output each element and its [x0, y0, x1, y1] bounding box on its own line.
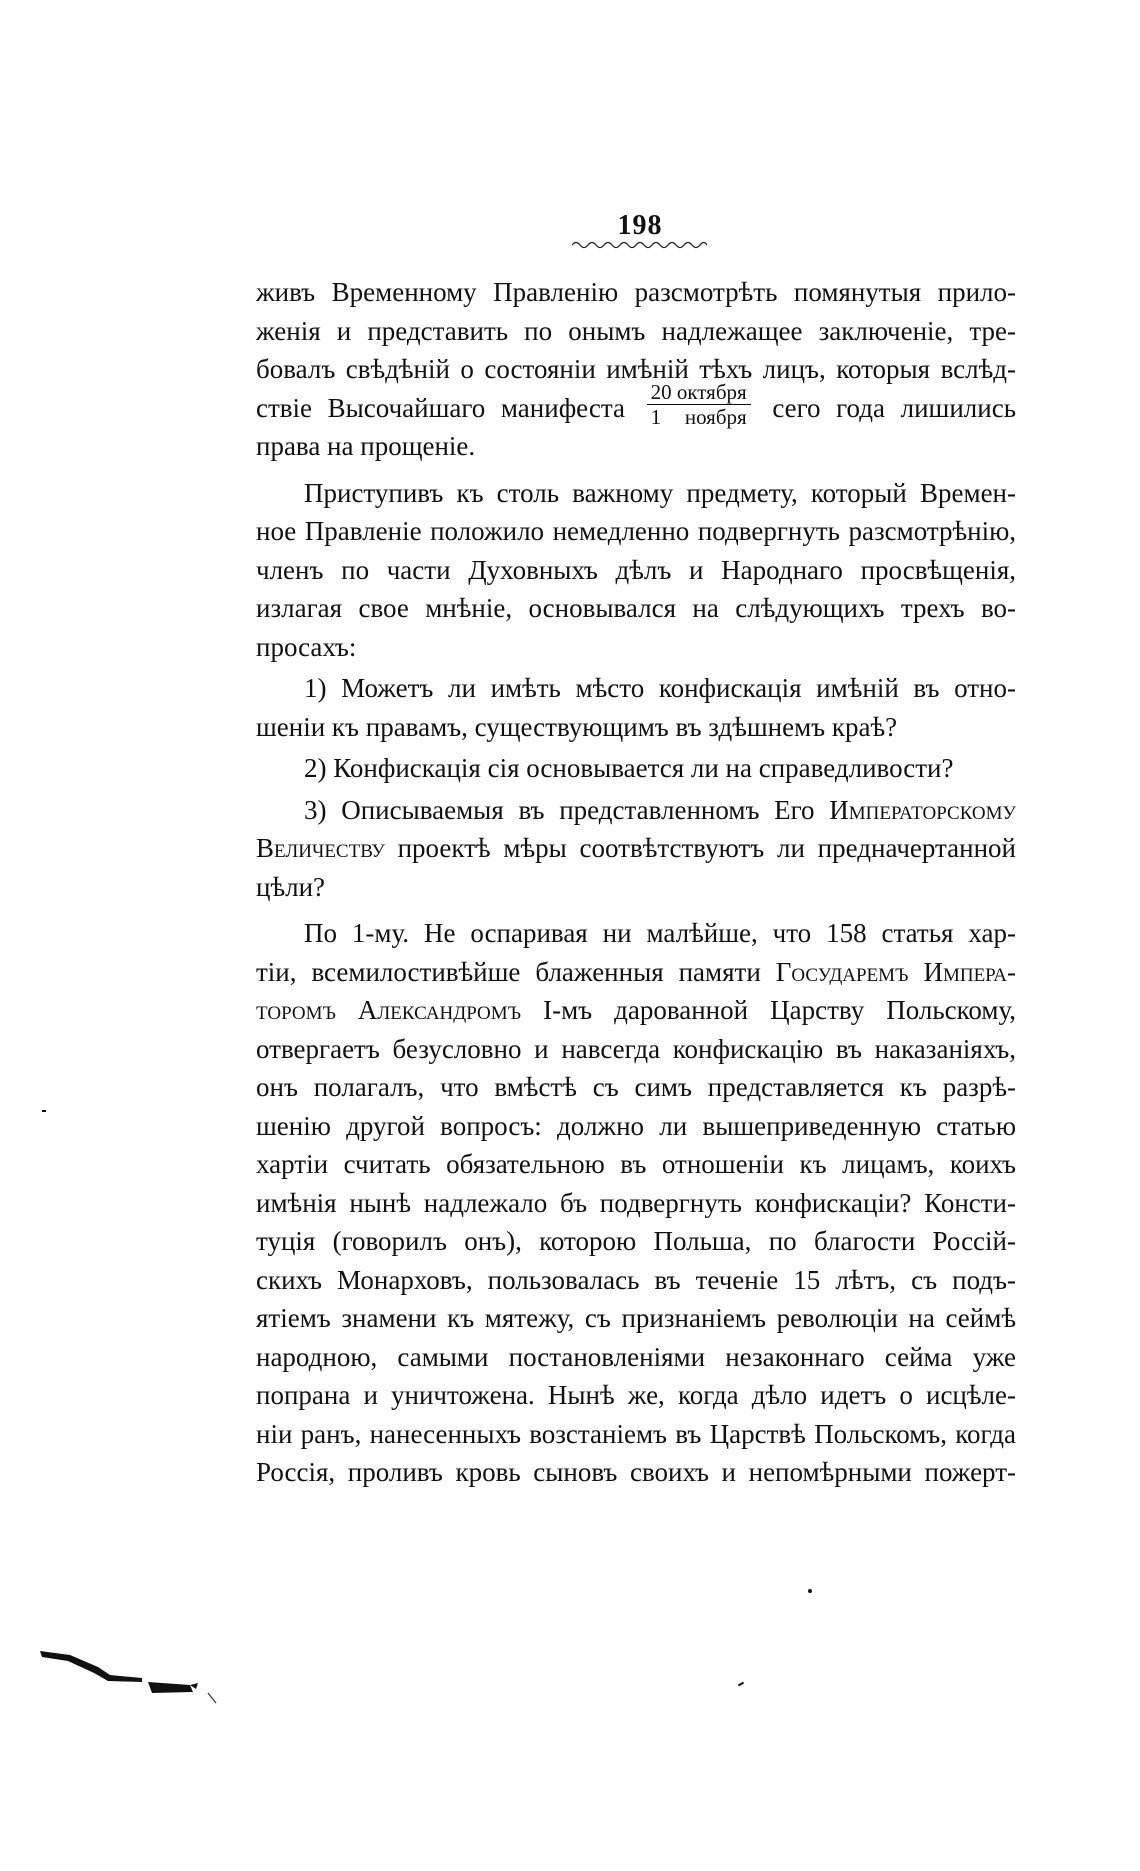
text-line: имѣнія нынѣ надлежало бъ подвергнуть конфискаціи? Консти- [256, 1187, 1016, 1218]
body-text [256, 273, 1016, 1492]
fraction-denominator: 1 ноября [650, 404, 747, 429]
text-line: излагая свое мнѣніе, основывался на слѣдующихъ трехъ во- [256, 593, 1016, 623]
text-line: просахъ: [256, 631, 357, 662]
text-line-with-fraction [256, 379, 1017, 429]
question-1-line: 1) Можетъ ли имѣть мѣсто конфискація имѣній въ отно- [304, 673, 1016, 703]
text-fragment: проектѣ мѣры соотвѣтствуютъ ли предначертанной [397, 833, 1017, 863]
text-line: ное Правленіе положило немедленно подвергнуть разсмотрѣнію, [256, 516, 1016, 546]
text-line: хартіи считать обязательною въ отношеніи къ лицамъ, коихъ [256, 1149, 1016, 1179]
text-line: ятіемъ знамени къ мятежу, съ признаніемъ революціи на сеймѣ [256, 1303, 1016, 1333]
text-line: отвергаетъ безусловно и навсегда конфискацію въ наказаніяхъ, [256, 1033, 1016, 1064]
text-fragment: 3) Описываемыя въ представленномъ Его [304, 794, 815, 825]
question-1-line: шеніи къ правамъ, существующимъ въ здѣшнемъ краѣ? [256, 711, 898, 742]
text-fragment: сего года лишились [772, 392, 1017, 423]
text-line: По 1-му. Не оспаривая ни малѣйше, что 158 статья хар- [304, 918, 1016, 948]
text-line: попрана и уничтожена. Нынѣ же, когда дѣло идетъ о исцѣле- [256, 1380, 1016, 1410]
wavy-rule-ornament [572, 240, 707, 250]
question-2-line: 2) Конфискація сія основывается ли на справедливости? [304, 753, 954, 783]
text-fragment: І-мъ дарованной Царству Польскому, [543, 995, 1016, 1025]
text-line: Россія, проливъ кровь сыновъ своихъ и непомѣрными пожерт- [256, 1457, 1016, 1487]
text-fragment-small-caps: торомъ Александромъ [256, 995, 522, 1025]
text-line: шенію другой вопросъ: должно ли вышеприведенную статью [256, 1110, 1016, 1141]
date-fraction [647, 381, 751, 428]
question-3-line [256, 791, 1016, 830]
text-line: живъ Временному Правленію разсмотрѣть помянутыя прило- [256, 277, 1016, 307]
scan-speck [42, 1110, 46, 1112]
scan-artifact [40, 1645, 220, 1705]
text-line [256, 953, 1016, 992]
text-line: туція (говорилъ онъ), которою Польша, по благости Россій- [256, 1226, 1016, 1256]
fraction-numerator: 20 октября [647, 381, 751, 405]
text-line [256, 991, 1016, 1030]
text-fragment: ствіе Высочайшаго манифеста [256, 392, 625, 423]
text-fragment: тіи, всемилостивѣйше блаженныя памяти [256, 956, 761, 987]
text-fragment-small-caps: Государемъ Импера- [775, 956, 1017, 987]
text-line: скихъ Монарховъ, пользовалась въ теченіе 15 лѣтъ, съ подъ- [256, 1264, 1016, 1295]
text-line: бовалъ свѣдѣній о состояніи имѣній тѣхъ лицъ, которыя вслѣд- [256, 354, 1016, 384]
question-3-line [256, 829, 1016, 868]
text-line: Приступивъ къ столь важному предмету, который Времен- [304, 477, 1016, 508]
page-number: 198 [617, 210, 663, 241]
question-3-line: цѣли? [256, 871, 326, 902]
scan-speck [808, 1589, 812, 1593]
text-fragment-small-caps: Величеству [256, 833, 385, 863]
text-line: членъ по части Духовныхъ дѣлъ и Народнаго просвѣщенія, [256, 554, 1016, 585]
scan-speck [738, 1682, 744, 1687]
text-line: женія и представить по онымъ надлежащее заключеніе, тре- [256, 315, 1016, 346]
text-line: народною, самыми постановленіями незаконнаго сейма уже [256, 1341, 1016, 1372]
text-line: онъ полагалъ, что вмѣстѣ съ симъ представляется къ разрѣ- [256, 1072, 1016, 1102]
text-fragment-small-caps: Императорскому [829, 794, 1016, 825]
text-line: права на прощеніе. [256, 431, 476, 461]
text-line: ніи ранъ, нанесенныхъ возстаніемъ въ Царствѣ Польскомъ, когда [256, 1418, 1016, 1449]
